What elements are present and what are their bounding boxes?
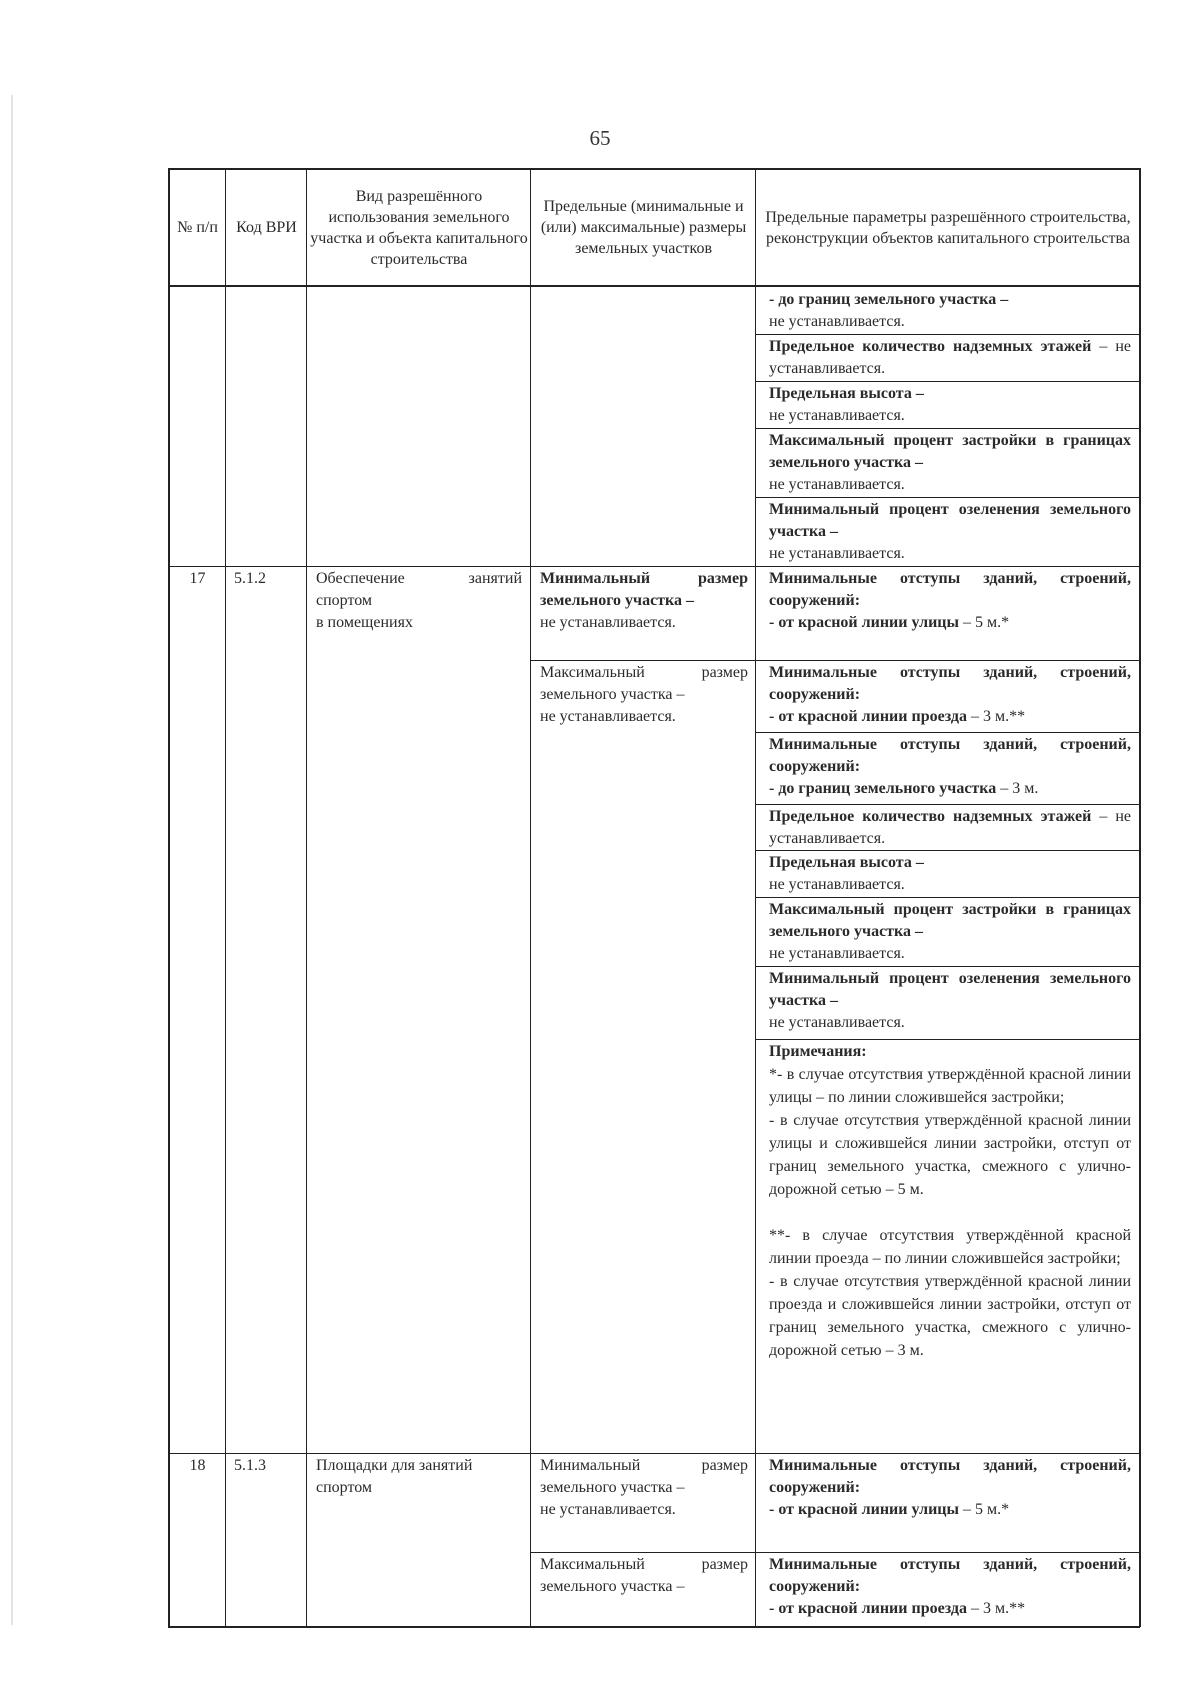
- row18-max-plot-size: Максимальный размер земельного участка –: [540, 1556, 748, 1595]
- cont-param-min-green-percent: Минимальный процент озеленения земельного участка – не устанавливается.: [769, 501, 1131, 562]
- row17-max-plot-size: Максимальный размер земельного участка – не устанавливается.: [540, 664, 748, 725]
- row17-notes-title: Примечания:: [769, 1043, 867, 1060]
- cont-param-boundary-setback: - до границ земельного участка – не устанавливается.: [769, 291, 1009, 330]
- row18-number: 18: [189, 1457, 206, 1474]
- row17-floors: Предельное количество надземных этажей – не устанавливается.: [769, 808, 1131, 847]
- header-col-construction-params: Предельные параметры разрешённого строительства, реконструкции объектов капитального строительства: [765, 208, 1131, 247]
- cont-param-height: Предельная высота – не устанавливается.: [769, 385, 924, 424]
- header-col-plot-sizes: Предельные (минимальные и (или) максимальные) размеры земельных участков: [540, 198, 747, 257]
- row18-use-name: Площадки для занятий спортом: [316, 1457, 473, 1496]
- row17-setback-boundary: Минимальные отступы зданий, строений, сооружений: - до границ земельного участка – 3 м.: [769, 736, 1131, 797]
- row17-max-built-percent: Максимальный процент застройки в границах земельного участка – не устанавливается.: [769, 901, 1131, 962]
- page-number: 65: [589, 126, 611, 150]
- row18-min-plot-size: Минимальный размер земельного участка – не устанавливается.: [540, 1457, 748, 1518]
- row18-code: 5.1.3: [234, 1457, 266, 1474]
- row17-setback-driveway: Минимальные отступы зданий, строений, сооружений: - от красной линии проезда – 3 м.**: [769, 664, 1131, 725]
- row17-code: 5.1.2: [234, 570, 266, 587]
- header-col-use-type: Вид разрешённого использования земельного участка и объекта капитального строительства: [310, 187, 528, 268]
- header-col-code: Код ВРИ: [236, 219, 297, 236]
- row18-setback-driveway: Минимальные отступы зданий, строений, сооружений: - от красной линии проезда – 3 м.**: [769, 1556, 1131, 1617]
- row17-number: 17: [189, 570, 206, 587]
- scan-edge-shadow: [11, 95, 13, 1625]
- cont-param-floors: Предельное количество надземных этажей – не устанавливается.: [769, 338, 1131, 377]
- row17-min-plot-size: Минимальный размер земельного участка – не устанавливается.: [540, 570, 748, 631]
- row18-setback-street: Минимальные отступы зданий, строений, сооружений: - от красной линии улицы – 5 м.*: [769, 1457, 1131, 1518]
- row17-height: Предельная высота – не устанавливается.: [769, 854, 924, 893]
- row17-min-green-percent: Минимальный процент озеленения земельного участка – не устанавливается.: [769, 970, 1131, 1031]
- row17-notes-body: *- в случае отсутствия утверждённой красной линии улицы – по линии сложившейся застройки; - в случае отсутствия утверждённой красной линии улицы и сложившейся линии застройки, отступ от границ земельного участка, смежного с улично-дорожной сетью – 5 м. **- в случае отсутствия утверждённой красной линии проезда – по линии сложившейся застройки; - в случае отсутствия утверждённой красной линии проезда и сложившейся линии застройки, отступ от границ земельного участка, смежного с улично-дорожной сетью – 3 м.: [769, 1066, 1131, 1359]
- header-col-number: № п/п: [177, 219, 218, 236]
- row17-use-name: Обеспечение занятий спортом в помещениях: [316, 570, 522, 631]
- cont-param-max-built-percent: Максимальный процент застройки в границах земельного участка – не устанавливается.: [769, 432, 1131, 493]
- row17-setback-street: Минимальные отступы зданий, строений, сооружений: - от красной линии улицы – 5 м.*: [769, 570, 1131, 631]
